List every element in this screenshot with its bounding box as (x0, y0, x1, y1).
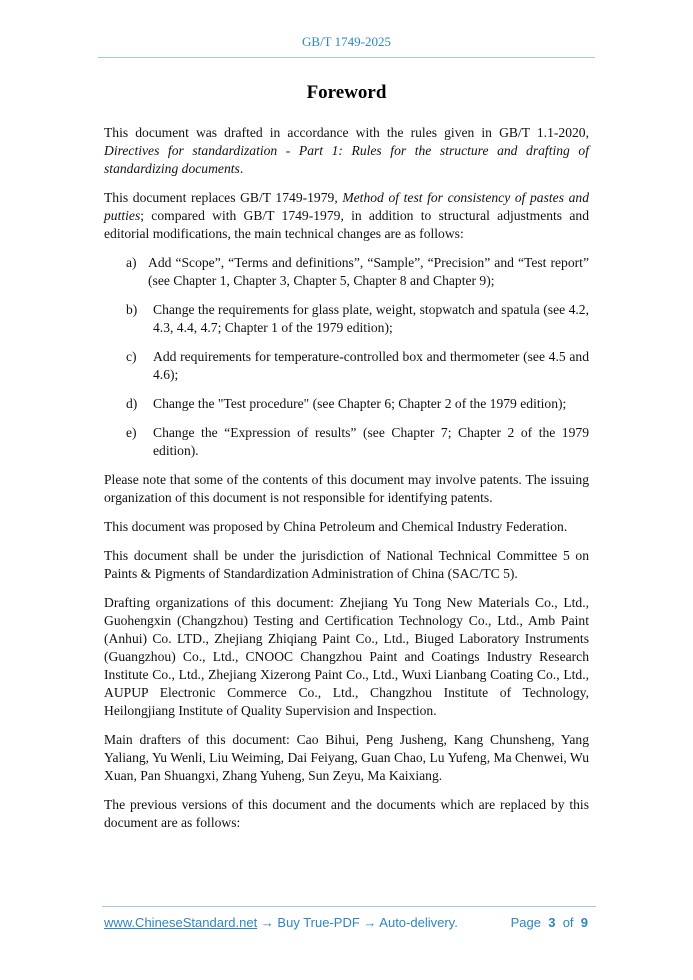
list-marker: e) (126, 425, 137, 440)
paragraph-drafting-rules: This document was drafted in accordance with the rules given in GB/T 1.1-2020, Directives for standardization - Part 1: Rules for the structure and drafting of standardizing documents. (104, 125, 589, 176)
page-indicator: Page 3 of 9 (510, 915, 588, 930)
foreword-body (104, 124, 589, 843)
directive-title: Directives for standardization - Part 1: Rules for the structure and drafting of standardizing documents (104, 143, 589, 176)
list-item (104, 348, 589, 384)
current-page: 3 (548, 915, 556, 930)
paragraph-jurisdiction: This document shall be under the jurisdiction of National Technical Committee 5 on Paints & Pigments of Standardization Administration of China (SAC/TC 5). (104, 548, 589, 581)
list-item (104, 301, 589, 337)
header-divider (98, 57, 595, 58)
list-item-text: Change the "Test procedure" (see Chapter 6; Chapter 2 of the 1979 edition); (153, 396, 567, 411)
footer-promo: www.ChineseStandard.net → Buy True-PDF → Auto-delivery. (104, 915, 458, 930)
standard-code-header: GB/T 1749-2025 (302, 34, 391, 49)
list-item (104, 395, 589, 413)
list-item-text: Add requirements for temperature-controlled box and thermometer (see 4.5 and 4.6); (153, 349, 589, 382)
list-item-text: Change the requirements for glass plate, weight, stopwatch and spatula (see 4.2, 4.3, 4.4, 4.7; Chapter 1 of the 1979 edition); (153, 302, 589, 335)
page-footer (104, 915, 588, 930)
paragraph-main-drafters: Main drafters of this document: Cao Bihui, Peng Jusheng, Kang Chunsheng, Yang Yaliang, Yu Wenli, Liu Weiming, Dai Feiyang, Guan Chao, Lu Yufeng, Ma Chenwei, Wu Xuan, Pan Shuangxi, Zhang Yuheng, Sun Zeyu, Ma Kaixiang. (104, 732, 589, 783)
paragraph-drafting-organizations: Drafting organizations of this document: Zhejiang Yu Tong New Materials Co., Ltd., Guohengxin (Changzhou) Testing and Certification Technology Co., Ltd., Amb Paint (Anhui) Co. LTD., Zhejiang Zhiqiang Paint Co., Ltd., Biuged Laboratory Instruments (Guangzhou) Co., Ltd., CNOOC Changzhou Paint and Coatings Industry Research Institute Co., Ltd., Zhejiang Xizerong Paint Co., Ltd., Wuxi Lianbang Coating Co., Ltd., AUPUP Electronic Commerce Co., Ltd., Changzhou Institute of Technology, Heilongjiang Institute of Quality Supervision and Inspection. (104, 595, 589, 718)
list-marker: a) (126, 255, 137, 270)
list-item-text: Add “Scope”, “Terms and definitions”, “Sample”, “Precision” and “Test report” (see Chapter 1, Chapter 3, Chapter 5, Chapter 8 and Chapter 9); (148, 255, 589, 288)
list-marker: d) (126, 396, 138, 411)
paragraph-previous-versions: The previous versions of this document and the documents which are replaced by this document are as follows: (104, 797, 589, 830)
page-title: Foreword (306, 82, 387, 103)
list-item-text: Change the “Expression of results” (see Chapter 7; Chapter 2 of the 1979 edition). (153, 425, 589, 458)
chinesestandard-link[interactable]: www.ChineseStandard.net (104, 915, 258, 930)
list-item (104, 424, 589, 460)
paragraph-replaces: This document replaces GB/T 1749-1979, Method of test for consistency of pastes and putties; compared with GB/T 1749-1979, in addition to structural adjustments and editorial modifications, the main technical changes are as follows: (104, 190, 589, 241)
footer-divider (102, 906, 596, 907)
list-item (104, 254, 589, 290)
list-marker: b) (126, 302, 138, 317)
list-marker: c) (126, 349, 137, 364)
technical-changes-list (104, 254, 589, 460)
paragraph-proposed-by: This document was proposed by China Petroleum and Chemical Industry Federation. (104, 519, 568, 534)
total-pages: 9 (580, 915, 588, 930)
replaced-standard-title: Method of test for consistency of pastes and putties (104, 190, 589, 223)
paragraph-patents: Please note that some of the contents of this document may involve patents. The issuing organization of this document is not responsible for identifying patents. (104, 472, 589, 505)
